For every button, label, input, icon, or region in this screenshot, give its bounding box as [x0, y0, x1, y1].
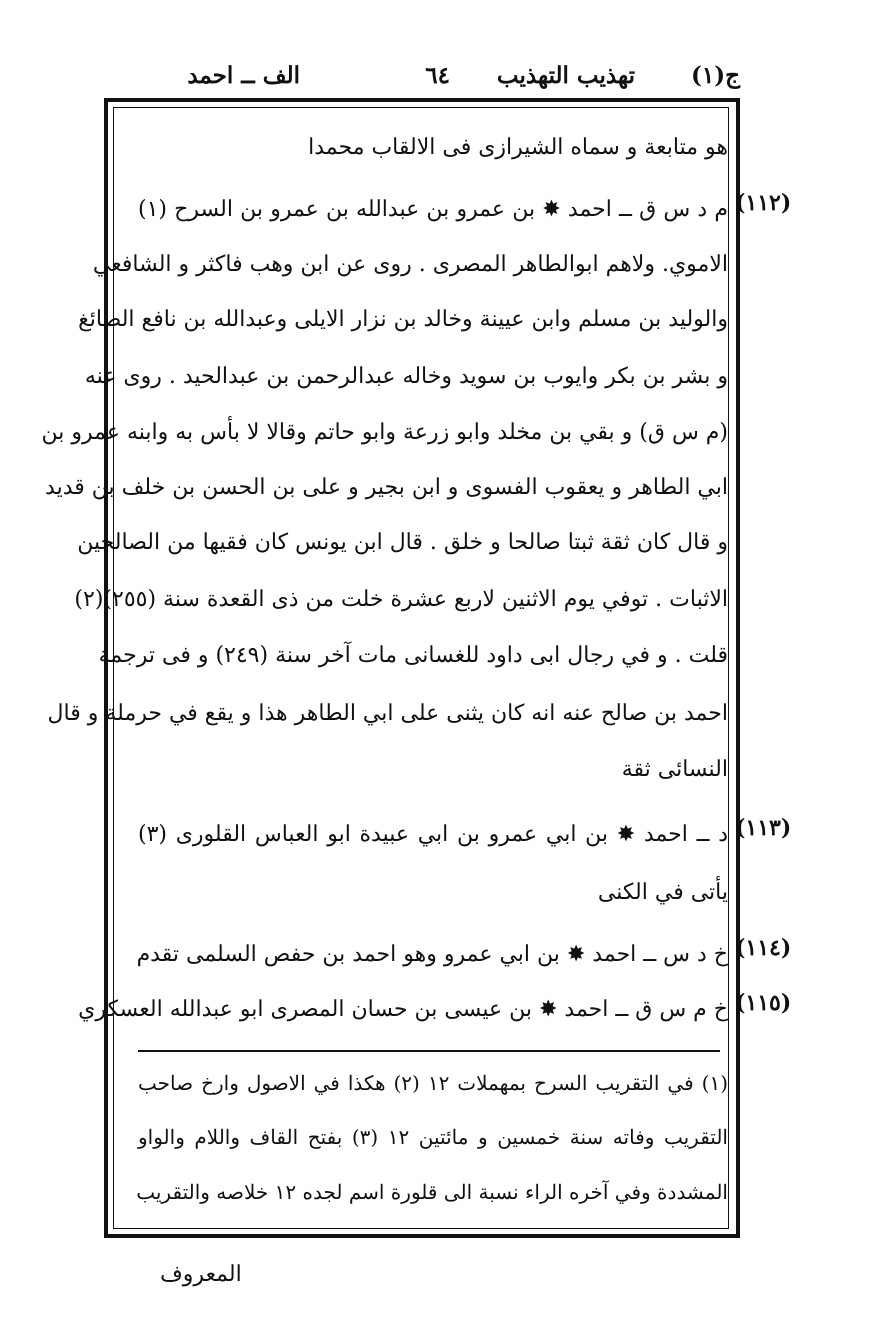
page-number: ٦٤ — [425, 62, 450, 89]
text-line: و بشر بن بكر وايوب بن سويد وخاله عبدالرحمن بن عبدالحيد . روى عنه — [84, 364, 728, 389]
text-line: يأتى في الكنى — [597, 880, 728, 905]
book-title: تهذيب التهذيب — [496, 62, 635, 89]
catchword: المعروف — [160, 1262, 242, 1287]
text-line: احمد بن صالح عنه انه كان يثنى على ابي الطاهر هذا و يقع في حرملة و قال — [47, 701, 728, 726]
text-line: هو متابعة و سماه الشيرازى فى الالقاب محمدا — [308, 135, 728, 160]
volume-label: ج(١) — [691, 62, 740, 89]
entry-number-113: (١١٣) — [735, 815, 792, 841]
text-line: و قال كان ثقة ثبتا صالحا و خلق . قال ابن يونس كان فقيها من الصالحين — [77, 530, 728, 555]
footnote-divider — [138, 1050, 720, 1052]
page-header — [100, 58, 740, 94]
footnote-line: (١) في التقريب السرح بمهملات ١٢ (٢) هكذا في الاصول وارخ صاحب — [138, 1071, 728, 1095]
text-line: والوليد بن مسلم وابن عيينة وخالد بن نزار الايلى وعبدالله بن نافع الصائغ — [78, 307, 728, 332]
entry-number-112: (١١٢) — [735, 190, 792, 216]
footnote-line: المشددة وفي آخره الراء نسبة الى قلورة اسم لجده ١٢ خلاصه والتقريب — [136, 1180, 728, 1204]
text-line: خ م س ق ــ احمد ✸ بن عيسى بن حسان المصرى ابو عبدالله العسكري — [78, 997, 728, 1022]
footnote-line: التقريب وفاته سنة خمسين و مائتين ١٢ (٣) بفتح القاف واللام والواو — [138, 1125, 728, 1149]
text-line: د ــ احمد ✸ بن ابي عمرو بن ابي عبيدة ابو العباس القلورى (٣) — [138, 822, 728, 847]
text-line: م د س ق ــ احمد ✸ بن عمرو بن عبدالله بن عمرو بن السرح (١) — [138, 197, 728, 222]
section-title: الف ــ احمد — [187, 62, 300, 89]
text-line: الاثبات . توفي يوم الاثنين لاربع عشرة خلت من ذى القعدة سنة (٢٥٥)(٢) — [74, 587, 728, 612]
text-line: ابي الطاهر و يعقوب الفسوى و ابن بجير و على بن الحسن بن خلف بن قديد — [45, 475, 728, 500]
entry-number-114: (١١٤) — [735, 935, 792, 961]
text-line: النسائى ثقة — [621, 757, 728, 782]
text-line: الاموي. ولاهم ابوالطاهر المصرى . روى عن ابن وهب فاكثر و الشافعي — [92, 252, 728, 277]
entry-number-115: (١١٥) — [735, 990, 792, 1016]
text-line: خ د س ــ احمد ✸ بن ابي عمرو وهو احمد بن حفص السلمى تقدم — [136, 942, 728, 967]
text-line: قلت . و في رجال ابى داود للغسانى مات آخر سنة (٢٤٩) و فى ترجمة — [98, 643, 728, 668]
text-line: (م س ق) و بقي بن مخلد وابو زرعة وابو حاتم وقالا لا بأس به وابنه عمرو بن — [41, 420, 728, 445]
